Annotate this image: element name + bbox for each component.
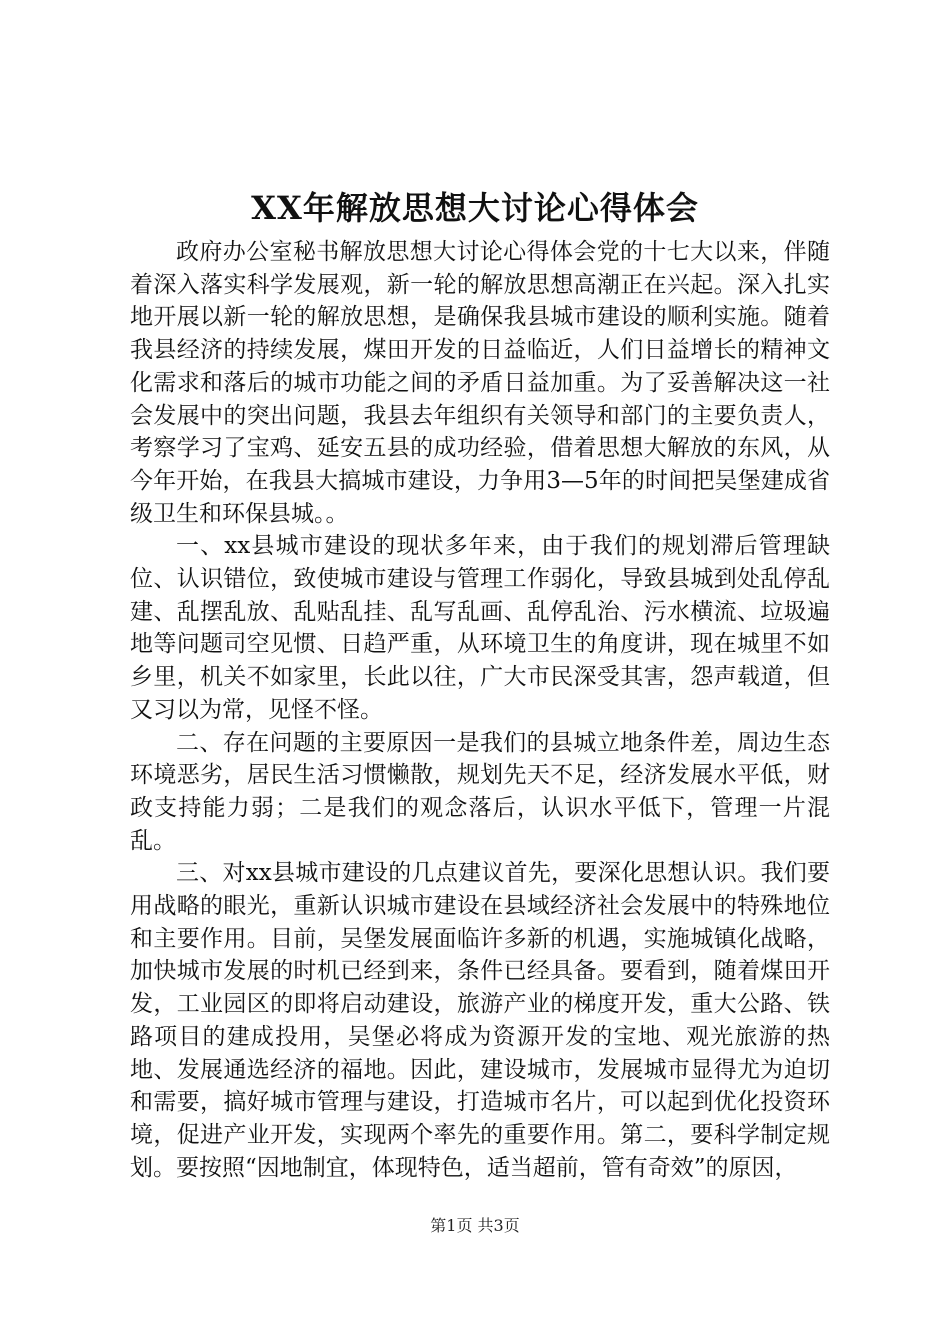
document-title: XX年解放思想大讨论心得体会 [251,189,699,227]
document-body [130,236,830,1184]
page-number-footer: 第1页 共3页 [430,1216,520,1235]
paragraph-section-1: 一、xx县城市建设的现状多年来，由于我们的规划滞后管理缺位、认识错位，致使城市建设与管理工作弱化，导致县城到处乱停乱建、乱摆乱放、乱贴乱挂、乱写乱画、乱停乱治、污水横流、垃圾遍地等问题司空见惯、日趋严重，从环境卫生的角度讲，现在城里不如乡里，机关不如家里，长此以往，广大市民深受其害，怨声载道，但又习以为常，见怪不怪。 [130,533,830,723]
paragraph-section-2: 二、存在问题的主要原因一是我们的县城立地条件差，周边生态环境恶劣，居民生活习惯懒散，规划先天不足，经济发展水平低，财政支持能力弱；二是我们的观念落后，认识水平低下，管理一片混乱。 [130,729,830,854]
paragraph-section-3: 三、对xx县城市建设的几点建议首先，要深化思想认识。我们要用战略的眼光，重新认识城市建设在县域经济社会发展中的特殊地位和主要作用。目前，吴堡发展面临许多新的机遇，实施城镇化战略，加快城市发展的时机已经到来，条件已经具备。要看到，随着煤田开发，工业园区的即将启动建设，旅游产业的梯度开发，重大公路、铁路项目的建成投用，吴堡必将成为资源开发的宝地、观光旅游的热地、发展通选经济的福地。因此，建设城市，发展城市显得尤为迫切和需要，搞好城市管理与建设，打造城市名片，可以起到优化投资环境，促进产业开发，实现两个率先的重要作用。第二，要科学制定规划。要按照“因地制宜，体现特色，适当超前，管有奇效”的原因， [130,860,830,1181]
paragraph-intro: 政府办公室秘书解放思想大讨论心得体会党的十七大以来，伴随着深入落实科学发展观，新一轮的解放思想高潮正在兴起。深入扎实地开展以新一轮的解放思想，是确保我县城市建设的顺利实施。随着我县经济的持续发展，煤田开发的日益临近，人们日益增长的精神文化需求和落后的城市功能之间的矛盾日益加重。为了妥善解决这一社会发展中的突出问题，我县去年组织有关领导和部门的主要负责人，考察学习了宝鸡、延安五县的成功经验，借着思想大解放的东风，从今年开始，在我县大搞城市建设，力争用3—5年的时间把吴堡建成省级卫生和环保县城。。 [130,239,830,527]
